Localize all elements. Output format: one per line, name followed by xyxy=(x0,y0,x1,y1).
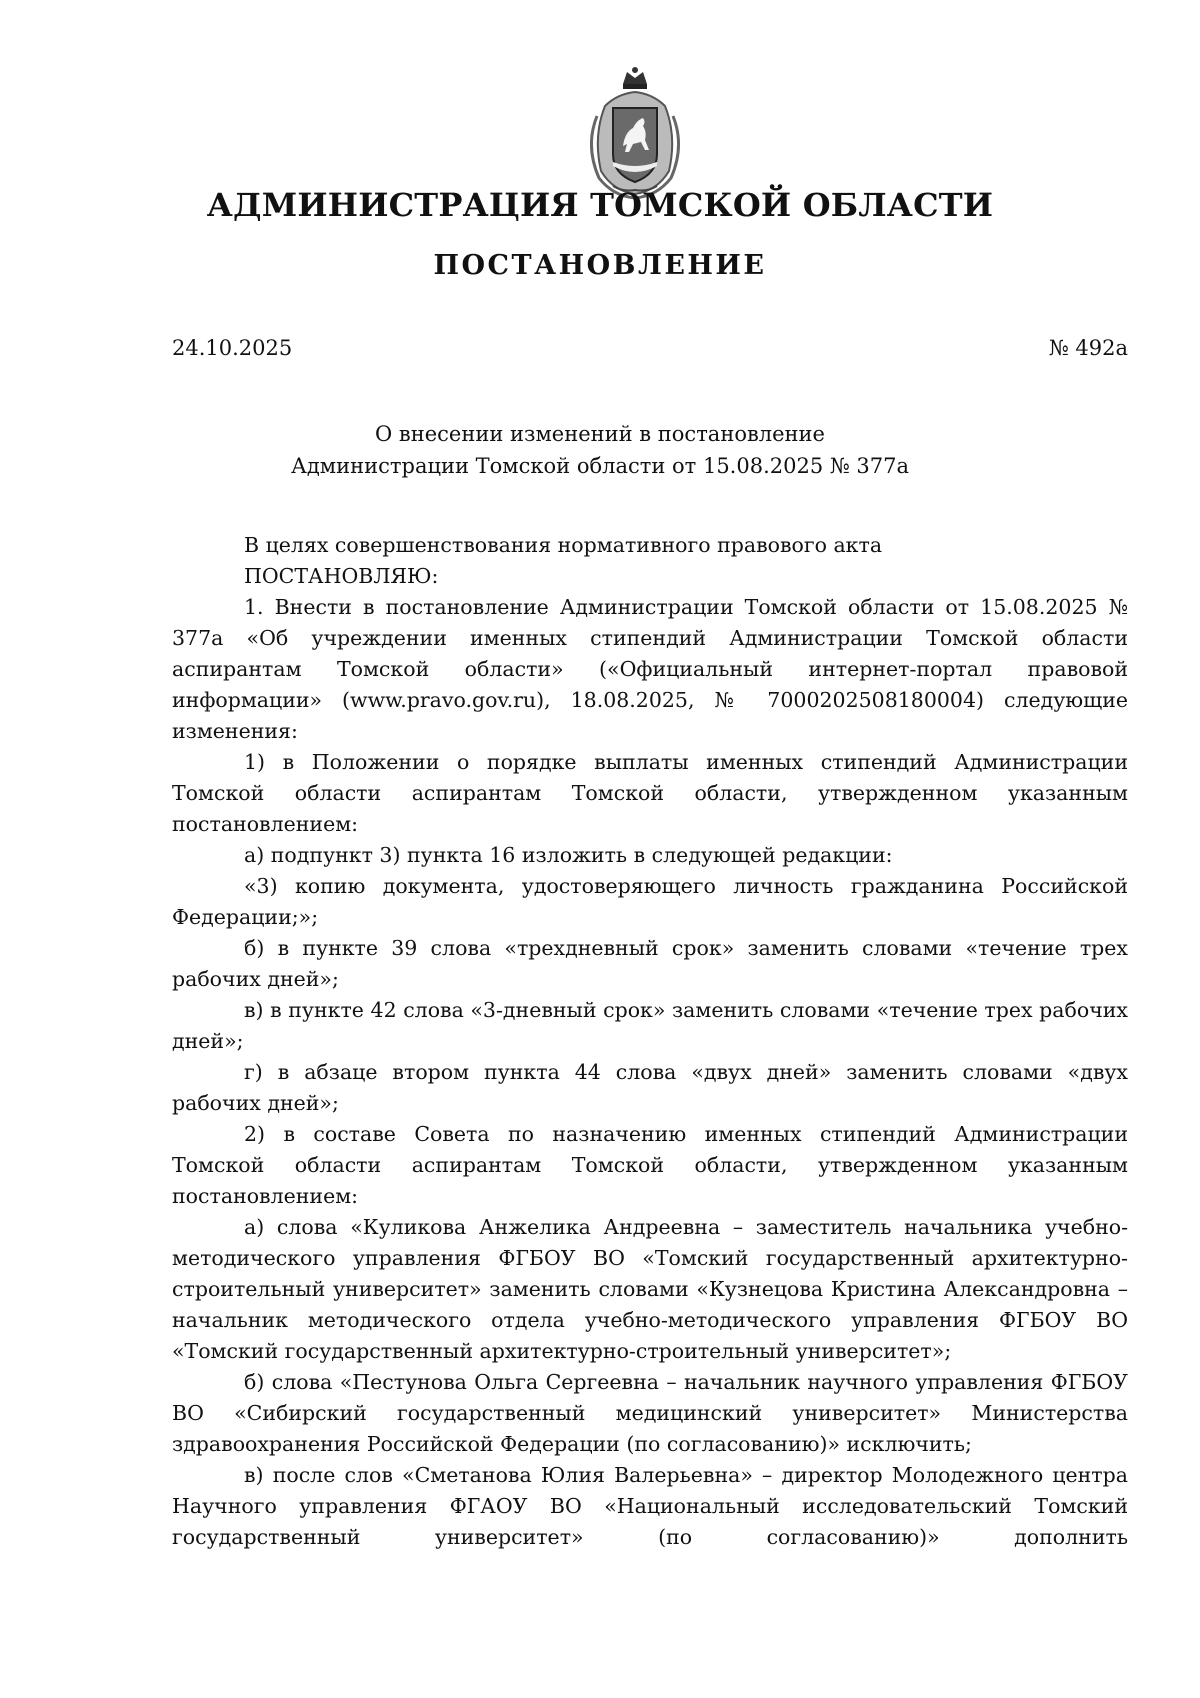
paragraph: г) в абзаце втором пункта 44 слова «двух дней» заменить словами «двух рабочих дней»; xyxy=(172,1060,1128,1115)
paragraph: б) слова «Пестунова Ольга Сергеевна – начальник научного управления ФГБОУ ВО «Сибирский государственный медицинский университет» Министерства здравоохранения Российской Федерации (по согласованию)» исключить; xyxy=(172,1370,1128,1456)
paragraph: б) в пункте 39 слова «трехдневный срок» заменить словами «течение трех рабочих дней»; xyxy=(172,936,1128,991)
document-date: 24.10.2025 xyxy=(172,336,293,360)
coat-of-arms-icon xyxy=(583,66,687,200)
paragraph: «3) копию документа, удостоверяющего личность гражданина Российской Федерации;»; xyxy=(172,874,1128,929)
paragraph: 2) в составе Совета по назначению именных стипендий Администрации Томской области аспирантам Томской области, утвержденном указанным постановлением: xyxy=(172,1122,1128,1208)
paragraph: а) слова «Куликова Анжелика Андреевна – заместитель начальника учебно-методического управления ФГБОУ ВО «Томский государственный архитектурно-строительный университет» заменить словами «Кузнецова Кристина Александровна – начальник методического отдела учебно-методического управления ФГБОУ ВО «Томский государственный архитектурно-строительный университет»; xyxy=(172,1215,1128,1363)
document-body xyxy=(172,530,1128,1553)
paragraph: в) в пункте 42 слова «3-дневный срок» заменить словами «течение трех рабочих дней»; xyxy=(172,998,1128,1053)
subject-line: Администрации Томской области от 15.08.2025 № 377а xyxy=(290,454,910,478)
paragraph: 1) в Положении о порядке выплаты именных стипендий Администрации Томской области аспирантам Томской области, утвержденном указанным постановлением: xyxy=(172,750,1128,836)
document-subject xyxy=(0,418,1200,482)
resolve-line: ПОСТАНОВЛЯЮ: xyxy=(244,564,439,588)
organization-title: АДМИНИСТРАЦИЯ ТОМСКОЙ ОБЛАСТИ xyxy=(206,186,994,224)
subject-line: О внесении изменений в постановление xyxy=(375,422,825,446)
paragraph: 1. Внести в постановление Администрации Томской области от 15.08.2025 № 377а «Об учреждении именных стипендий Администрации Томской области аспирантам Томской области» («Официальный интернет-портал правовой информации» (www.pravo.gov.ru), 18.08.2025, № 7000202508180004) следующие изменения: xyxy=(172,595,1128,743)
document-number: № 492а xyxy=(1048,336,1128,360)
paragraph: в) после слов «Сметанова Юлия Валерьевна» – директор Молодежного центра Научного управления ФГАОУ ВО «Национальный исследовательский Томский государственный университет» (по согласованию)» дополнить xyxy=(172,1463,1128,1549)
purpose-line: В целях совершенствования нормативного правового акта xyxy=(244,533,883,557)
document-type: ПОСТАНОВЛЕНИЕ xyxy=(433,250,767,281)
paragraph: а) подпункт 3) пункта 16 изложить в следующей редакции: xyxy=(244,843,893,867)
